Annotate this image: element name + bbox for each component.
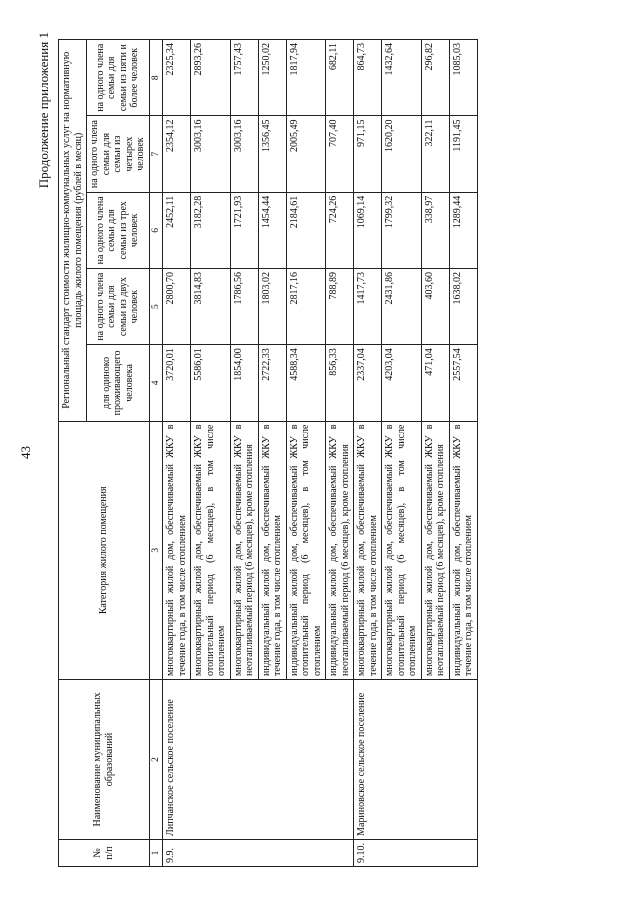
value-cell: 1289,44 <box>449 192 477 268</box>
value-cell: 864,73 <box>354 40 382 116</box>
value-cell: 1854,00 <box>230 345 258 421</box>
value-cell: 1786,56 <box>230 269 258 345</box>
housing-category: индивидуальный жилой дом, обеспечиваемый ЖКУ в неотапливаемый период (6 месяцев), кроме отопления <box>326 421 354 679</box>
value-cell: 1757,43 <box>230 40 258 116</box>
value-cell: 2005,49 <box>286 116 326 192</box>
value-cell: 2722,33 <box>258 345 286 421</box>
value-cell: 403,60 <box>421 269 449 345</box>
value-cell: 2452,11 <box>163 192 191 268</box>
value-cell: 788,89 <box>326 269 354 345</box>
value-cell: 2354,12 <box>163 116 191 192</box>
value-cell: 1799,32 <box>382 192 422 268</box>
value-cell: 1638,02 <box>449 269 477 345</box>
value-cell: 5586,01 <box>191 345 231 421</box>
value-cell: 2337,04 <box>354 345 382 421</box>
housing-category: индивидуальный жилой дом, обеспечиваемый ЖКУ в течение года, в том числе отоплением <box>449 421 477 679</box>
value-cell: 1191,45 <box>449 116 477 192</box>
header-sub: для одиноко проживающего человека <box>87 345 150 421</box>
page-number: 43 <box>18 446 33 459</box>
header-standard: Региональный стандарт стоимости жилищно-коммунальных услуг на нормативную площадь жилого помещения (рублей в месяц) <box>59 40 87 422</box>
column-index: 4 <box>149 345 163 421</box>
value-cell: 1417,73 <box>354 269 382 345</box>
value-cell: 2800,70 <box>163 269 191 345</box>
value-cell: 1803,02 <box>258 269 286 345</box>
column-index: 7 <box>149 116 163 192</box>
value-cell: 2557,54 <box>449 345 477 421</box>
row-number: 9.9. <box>163 839 354 866</box>
value-cell: 1069,14 <box>354 192 382 268</box>
header-row-top <box>59 40 87 867</box>
value-cell: 724,26 <box>326 192 354 268</box>
value-cell: 322,11 <box>421 116 449 192</box>
header-sub: на одного члена семьи для семьи из четырех человек <box>87 116 150 192</box>
header-sub: на одного члена семьи для семьи из двух человек <box>87 269 150 345</box>
municipality-name: Мариновское сельское поселение <box>354 679 478 839</box>
table-row <box>354 40 382 867</box>
value-cell: 3720,01 <box>163 345 191 421</box>
housing-category: многоквартирный жилой дом, обеспечиваемый ЖКУ в отопительный период (6 месяцев), в том числе отоплением <box>382 421 422 679</box>
value-cell: 707,40 <box>326 116 354 192</box>
municipality-name: Липчанское сельское поселение <box>163 679 354 839</box>
header-sub: на одного члена семьи для семьи из трех человек <box>87 192 150 268</box>
tariff-table <box>58 39 478 867</box>
column-index-row <box>149 40 163 867</box>
value-cell: 1620,20 <box>382 116 422 192</box>
value-cell: 2893,26 <box>191 40 231 116</box>
column-index: 8 <box>149 40 163 116</box>
value-cell: 2325,34 <box>163 40 191 116</box>
value-cell: 2431,86 <box>382 269 422 345</box>
housing-category: многоквартирный жилой дом, обеспечиваемый ЖКУ в течение года, в том числе отоплением <box>354 421 382 679</box>
housing-category: многоквартирный жилой дом, обеспечиваемый ЖКУ в отопительный период (6 месяцев), в том числе отоплением <box>191 421 231 679</box>
housing-category: индивидуальный жилой дом, обеспечиваемый ЖКУ в отопительный период (6 месяцев), в том числе отоплением <box>286 421 326 679</box>
value-cell: 1817,94 <box>286 40 326 116</box>
value-cell: 4588,34 <box>286 345 326 421</box>
housing-category: многоквартирный жилой дом, обеспечиваемый ЖКУ в неотапливаемый период (6 месяцев), кроме отопления <box>230 421 258 679</box>
value-cell: 1432,64 <box>382 40 422 116</box>
column-index: 3 <box>149 421 163 679</box>
value-cell: 1454,44 <box>258 192 286 268</box>
appendix-title: Продолжение приложения 1 <box>36 32 51 189</box>
value-cell: 3814,83 <box>191 269 231 345</box>
row-number: 9.10. <box>354 839 478 866</box>
value-cell: 856,33 <box>326 345 354 421</box>
table-row <box>163 40 191 867</box>
value-cell: 296,82 <box>421 40 449 116</box>
value-cell: 3182,28 <box>191 192 231 268</box>
value-cell: 1721,93 <box>230 192 258 268</box>
value-cell: 1250,02 <box>258 40 286 116</box>
header-sub: на одного члена семьи для семьи из пяти и более человек <box>87 40 150 116</box>
value-cell: 682,11 <box>326 40 354 116</box>
header-municipality: Наименование муниципальных образований <box>59 679 150 839</box>
column-index: 6 <box>149 192 163 268</box>
column-index: 2 <box>149 679 163 839</box>
housing-category: многоквартирный жилой дом, обеспечиваемый ЖКУ в течение года, в том числе отоплением <box>163 421 191 679</box>
column-index: 1 <box>149 839 163 866</box>
value-cell: 3003,16 <box>191 116 231 192</box>
value-cell: 2817,16 <box>286 269 326 345</box>
header-category: Категория жилого помещения <box>59 421 150 679</box>
value-cell: 2184,61 <box>286 192 326 268</box>
column-index: 5 <box>149 269 163 345</box>
value-cell: 1085,03 <box>449 40 477 116</box>
value-cell: 971,15 <box>354 116 382 192</box>
value-cell: 471,04 <box>421 345 449 421</box>
value-cell: 3003,16 <box>230 116 258 192</box>
header-num: № п/п <box>59 839 150 866</box>
housing-category: индивидуальный жилой дом, обеспечиваемый ЖКУ в течение года, в том числе отоплением <box>258 421 286 679</box>
value-cell: 338,97 <box>421 192 449 268</box>
value-cell: 1356,45 <box>258 116 286 192</box>
value-cell: 4203,04 <box>382 345 422 421</box>
housing-category: многоквартирный жилой дом, обеспечиваемый ЖКУ в неотапливаемый период (6 месяцев), кроме отопления <box>421 421 449 679</box>
